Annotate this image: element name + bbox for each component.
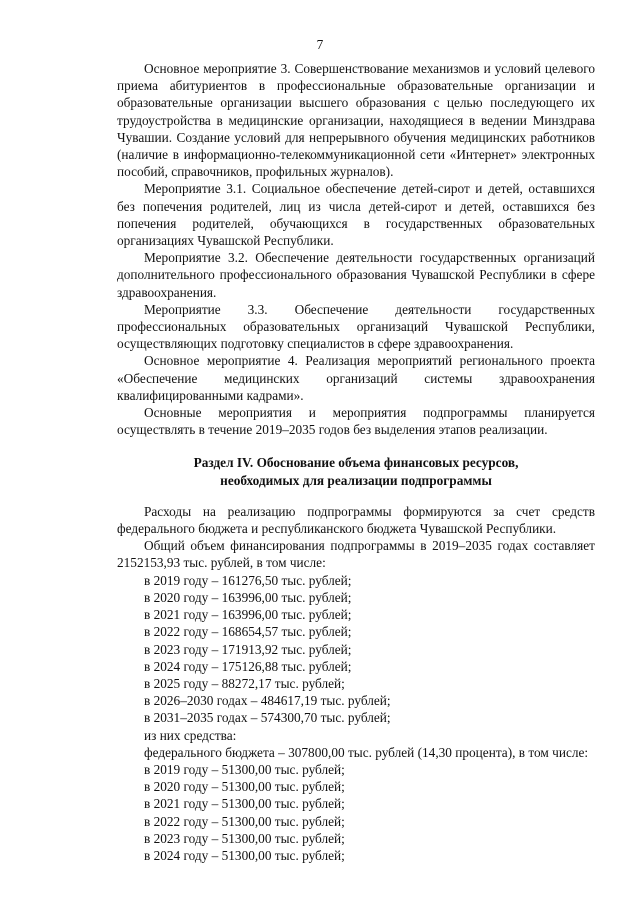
financing-of-which: из них средства: — [144, 727, 237, 743]
paragraph-federal-budget: федерального бюджета – 307800,00 тыс. рублей (14,30 процента), в том числе: — [144, 744, 589, 760]
financing-year-line: в 2025 году – 88272,17 тыс. рублей; — [144, 675, 345, 691]
federal-year-line: в 2022 году – 51300,00 тыс. рублей; — [144, 813, 345, 829]
financing-year-line: в 2024 году – 175126,88 тыс. рублей; — [144, 658, 352, 674]
federal-year-line: в 2023 году – 51300,00 тыс. рублей; — [144, 830, 345, 846]
page-number: 7 — [316, 37, 324, 52]
federal-year-line: в 2021 году – 51300,00 тыс. рублей; — [144, 796, 345, 812]
paragraph-event-3-3: Мероприятие 3.3. Обеспечение деятельности государственных профессиональных образовательных организаций Чувашской Республики, осуществляющих подготовку специалистов в сфере здравоохранения. — [117, 301, 595, 352]
federal-year-line: в 2020 году – 51300,00 тыс. рублей; — [144, 779, 345, 795]
financing-year-line: в 2021 году – 163996,00 тыс. рублей; — [144, 607, 352, 623]
paragraph-financing-total: Общий объем финансирования подпрограммы в 2019–2035 годах составляет 2152153,93 тыс. рублей, в том числе: — [117, 538, 595, 571]
section-heading-line-2: необходимых для реализации подпрограммы — [220, 472, 492, 488]
financing-year-line: в 2023 году – 171913,92 тыс. рублей; — [144, 641, 352, 657]
paragraph-financing-intro: Расходы на реализацию подпрограммы формируются за счет средств федерального бюджета и республиканского бюджета Чувашской Республики. — [117, 503, 595, 537]
financing-year-line: в 2022 году – 168654,57 тыс. рублей; — [144, 624, 352, 640]
federal-year-line: в 2019 году – 51300,00 тыс. рублей; — [144, 761, 345, 777]
paragraph-event-3-1: Мероприятие 3.1. Социальное обеспечение детей-сирот и детей, оставшихся без попечения родителей, лиц из числа детей-сирот и детей, оставшихся без попечения родителей, обучающихся в государственных образовательных организациях Чувашской Республики. — [117, 181, 595, 249]
document-body — [117, 60, 595, 864]
paragraph-main-event-3: Основное мероприятие 3. Совершенствование механизмов и условий целевого приема абитуриентов в профессиональные образовательные организации и образовательные организации высшего образования с целью последующего их трудоустройства в медицинские организации, находящиеся в ведении Минздрава Чувашии. Создание условий для непрерывного обучения медицинских работников (наличие в информационно-телекоммуникационной сети «Интернет» электронных пособий, справочников, профильных журналов). — [117, 61, 595, 180]
paragraph-event-3-2: Мероприятие 3.2. Обеспечение деятельности государственных организаций дополнительного профессионального образования Чувашской Республики в сфере здравоохранения. — [117, 250, 595, 300]
financing-year-line: в 2031–2035 годах – 574300,70 тыс. рублей; — [144, 710, 391, 726]
section-heading — [117, 454, 595, 488]
section-heading-line-1: Раздел IV. Обоснование объема финансовых ресурсов, — [193, 455, 519, 471]
financing-year-line: в 2019 году – 161276,50 тыс. рублей; — [144, 572, 352, 588]
financing-year-line: в 2020 году – 163996,00 тыс. рублей; — [144, 589, 352, 605]
federal-year-line: в 2024 году – 51300,00 тыс. рублей; — [144, 847, 345, 863]
paragraph-main-event-4: Основное мероприятие 4. Реализация мероприятий регионального проекта «Обеспечение медицинских организаций системы здравоохранения квалифицированными кадрами». — [117, 353, 595, 403]
financing-year-line: в 2026–2030 годах – 484617,19 тыс. рублей; — [144, 693, 391, 709]
paragraph-implementation-period: Основные мероприятия и мероприятия подпрограммы планируется осуществлять в течение 2019–2035 годов без выделения этапов реализации. — [117, 405, 595, 438]
